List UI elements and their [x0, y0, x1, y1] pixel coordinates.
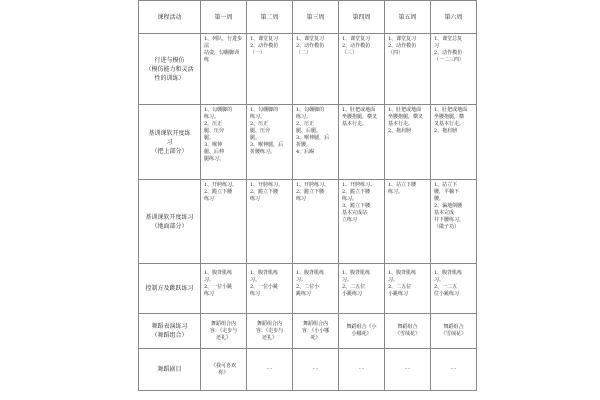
- cell-line: 1、课堂复习: [342, 36, 371, 42]
- cell-line: 2、动作模仿: [296, 43, 325, 49]
- cell-line: （一）: [250, 50, 266, 56]
- cell-line: 2、拖肩膀: [388, 128, 412, 134]
- cell-line: （二）: [296, 50, 312, 56]
- cell-line: 2、二位小: [296, 284, 320, 290]
- schedule-cell: [293, 180, 339, 264]
- header-cell: 第五周: [385, 1, 431, 34]
- cell-line: 习。: [296, 277, 307, 283]
- cell-line: 小跳练习: [342, 291, 363, 297]
- schedule-cell: [385, 349, 431, 391]
- row-title-line: （舞蹈组合）: [151, 332, 188, 339]
- schedule-cell: [339, 314, 385, 349]
- cell-line: 1、腹背肌练: [388, 270, 417, 276]
- cell-line: 1、站立下腰: [388, 182, 417, 188]
- schedule-cell: [385, 180, 431, 264]
- cell-line: 1、开胯练习。: [204, 182, 238, 188]
- cell-line: 还礼》: [215, 334, 231, 341]
- schedule-cell: [247, 180, 293, 264]
- cell-line: 练习: [250, 196, 261, 202]
- cell-line: 1、腹背肌练: [250, 270, 279, 276]
- schedule-cell: [293, 34, 339, 105]
- cell-line: 练习。: [204, 114, 220, 120]
- cell-line: 你》: [218, 369, 229, 376]
- row-title-line: 习: [166, 138, 173, 146]
- schedule-cell: [201, 34, 247, 105]
- cell-line: 2、动作模仿: [434, 50, 463, 56]
- row-title-line: 性的训练）: [154, 74, 185, 82]
- table-row: [139, 34, 477, 105]
- cell-line: 1、开胯练习。: [250, 182, 284, 188]
- header-cell: 第四周: [339, 1, 385, 34]
- cell-line: 2、一位小跳: [204, 284, 233, 290]
- schedule-cell: [339, 264, 385, 314]
- cell-line: 习。: [250, 277, 261, 283]
- schedule-cell: [385, 264, 431, 314]
- cell-line: 1、课堂总复: [434, 36, 463, 42]
- row-title-cell: [139, 349, 201, 391]
- header-cell: 第二周: [247, 1, 293, 34]
- cell-line: 练习: [250, 291, 261, 297]
- cell-line: 《雪绒花》: [440, 331, 466, 337]
- cell-line: 1、勾绷脚的: [204, 107, 233, 113]
- cell-line: 叉基本行走。: [434, 121, 465, 127]
- cell-line: 2、拖肩膀: [434, 128, 458, 134]
- cell-line: 习。: [434, 277, 445, 283]
- cell-line: 2、一位小跳: [250, 284, 279, 290]
- cell-line: 1、课堂复习: [388, 36, 417, 42]
- schedule-table: [138, 0, 477, 391]
- cell-line: 腿。: [204, 135, 215, 141]
- cell-line: 3、喉伸: [204, 142, 223, 148]
- cell-line: 腿。: [250, 135, 261, 141]
- schedule-cell: [293, 349, 339, 391]
- cell-line: 舞蹈组合《小: [346, 324, 377, 330]
- cell-line: - -: [405, 366, 410, 372]
- cell-line: 坐腰抱腿，横叉: [388, 114, 424, 120]
- cell-line: 习。: [204, 277, 215, 283]
- cell-line: 吒》: [310, 334, 321, 341]
- cell-line: - -: [313, 366, 318, 372]
- schedule-cell: [293, 314, 339, 349]
- schedule-cell: [247, 264, 293, 314]
- cell-line: （三）: [342, 50, 358, 56]
- cell-line: 2、跪立下腰: [342, 189, 371, 195]
- cell-line: 3、跪立下腰: [342, 203, 371, 209]
- course-schedule-sheet: [138, 0, 476, 400]
- row-title-cell: [139, 314, 201, 349]
- cell-line: 2、动作模仿: [388, 43, 417, 49]
- schedule-cell: [201, 105, 247, 180]
- cell-line: 习: [434, 43, 440, 49]
- row-title-line: （把上部分）: [151, 147, 188, 155]
- cell-line: 2、二五位: [388, 284, 412, 290]
- header-cell: 第一周: [201, 1, 247, 34]
- cell-line: 1、勾绷脚的: [250, 107, 279, 113]
- schedule-cell: [247, 105, 293, 180]
- row-title-line: 控制方及跳跃练习: [145, 285, 194, 292]
- cell-line: 站姿，勾绷脚训: [204, 50, 240, 56]
- schedule-cell: [431, 180, 477, 264]
- cell-line: 小跳练习: [388, 291, 409, 297]
- row-title-line: （模仿能力和灵活: [145, 65, 194, 73]
- cell-line: 2、二五位: [342, 284, 366, 290]
- cell-line: 基本完成站: [342, 210, 368, 216]
- cell-line: 基本完成: [434, 210, 455, 216]
- schedule-cell: [385, 34, 431, 105]
- cell-line: 3、喉伸腿，后: [296, 135, 330, 141]
- cell-line: 坐腰抱腿，横: [434, 114, 465, 120]
- cell-line: （四）: [388, 50, 404, 56]
- cell-line: 舞蹈组合内: [302, 320, 328, 327]
- cell-line: 练习。: [388, 189, 404, 195]
- cell-line: 1、课堂复习: [296, 36, 325, 42]
- cell-line: 舞蹈组合内: [256, 320, 282, 327]
- table-row: [139, 264, 477, 314]
- row-title-line: 基训课软开度练习: [145, 213, 194, 221]
- schedule-cell: [431, 314, 477, 349]
- cell-line: 容：《小小哪: [301, 327, 330, 334]
- cell-line: 1、开胯练习。: [342, 182, 376, 188]
- cell-line: 练习: [296, 196, 307, 202]
- cell-line: 2、压正: [250, 121, 269, 127]
- schedule-cell: [201, 180, 247, 264]
- schedule-cell: [385, 314, 431, 349]
- cell-line: 基本行走。: [342, 121, 368, 127]
- cell-line: 1、站立下: [434, 182, 458, 188]
- cell-line: 2、动作模仿: [342, 43, 371, 49]
- schedule-cell: [247, 314, 293, 349]
- row-title-line: 舞蹈表演练习: [151, 323, 188, 330]
- cell-line: 2、跪立下腰: [204, 189, 233, 195]
- schedule-cell: [431, 105, 477, 180]
- cell-line: 1、腹背肌练: [434, 270, 463, 276]
- cell-line: 腿、后腿。: [296, 128, 322, 134]
- cell-line: 位小跳练习: [434, 291, 460, 297]
- cell-line: 立练习: [342, 217, 358, 223]
- cell-line: （一二三四）: [434, 57, 465, 63]
- cell-line: 4、后踢: [296, 149, 315, 155]
- cell-line: 容：《走步与: [209, 327, 238, 334]
- table-header-row: [139, 1, 477, 34]
- schedule-cell: [293, 105, 339, 180]
- cell-line: 1、开胯练习。: [296, 182, 330, 188]
- cell-line: 2、骗地倒腰: [434, 203, 463, 209]
- row-title-line: 舞蹈剧目: [157, 366, 182, 373]
- cell-line: 并下腰练习。: [434, 217, 465, 223]
- cell-line: 腿、压旁: [204, 128, 225, 134]
- cell-line: 1、肚把或地面: [388, 107, 422, 113]
- cell-line: 小哪吒》: [351, 331, 372, 337]
- row-title-line: （地面部分）: [151, 222, 188, 230]
- cell-line: 舞蹈组合内: [210, 320, 236, 327]
- schedule-cell: [201, 264, 247, 314]
- cell-line: 1、列队，行进步: [204, 36, 243, 42]
- cell-line: 1、课堂复习: [250, 36, 279, 42]
- cell-line: 练习。: [250, 114, 266, 120]
- cell-line: - -: [359, 366, 364, 372]
- header-cell: 第三周: [293, 1, 339, 34]
- schedule-cell: [431, 34, 477, 105]
- schedule-cell: [247, 349, 293, 391]
- row-title-cell: [139, 264, 201, 314]
- row-title-cell: [139, 105, 201, 180]
- cell-line: 练习: [204, 196, 215, 202]
- cell-line: 折腰。: [296, 142, 312, 148]
- cell-line: 2、压正: [296, 121, 315, 127]
- schedule-cell: [247, 34, 293, 105]
- cell-line: 2、动作模仿: [250, 43, 279, 49]
- schedule-cell: [385, 105, 431, 180]
- cell-line: 2、跪立下腰: [250, 189, 279, 195]
- cell-line: 练习。: [296, 114, 312, 120]
- cell-line: 1、腹背肌练: [204, 270, 233, 276]
- row-title-cell: [139, 180, 201, 264]
- header-cell: 第六周: [431, 1, 477, 34]
- table-row: [139, 349, 477, 391]
- cell-line: 1、腹背肌练: [296, 270, 325, 276]
- cell-line: 容：《走步与: [255, 327, 284, 334]
- schedule-cell: [293, 264, 339, 314]
- cell-line: 1、肚把或地面: [342, 107, 376, 113]
- cell-line: 习。: [388, 277, 399, 283]
- row-title-cell: [139, 34, 201, 105]
- cell-line: （做子功）: [434, 224, 460, 230]
- cell-line: 舞蹈组合: [443, 324, 464, 330]
- cell-line: 习。: [342, 277, 353, 283]
- schedule-cell: [339, 180, 385, 264]
- header-cell: 课程活动: [139, 1, 201, 34]
- cell-line: 练习: [204, 291, 215, 297]
- cell-line: 2、一二五: [434, 284, 458, 290]
- cell-line: 跳练习: [296, 291, 312, 297]
- row-title-line: 行进与模仿: [154, 56, 185, 64]
- schedule-cell: [431, 349, 477, 391]
- schedule-cell: [339, 105, 385, 180]
- cell-line: 练: [204, 57, 210, 63]
- cell-line: 折腰练习。: [250, 149, 276, 155]
- cell-line: 基本行走。: [388, 121, 414, 127]
- cell-line: 《我可喜欢: [210, 362, 236, 369]
- cell-line: 2、跪立下腰: [296, 189, 325, 195]
- cell-line: 2、压正: [204, 121, 223, 127]
- schedule-cell: [201, 314, 247, 349]
- schedule-cell: [201, 349, 247, 391]
- cell-line: 1、腹背肌练: [342, 270, 371, 276]
- cell-line: 舞蹈组合: [397, 324, 418, 330]
- cell-line: 《雪绒花》: [394, 331, 420, 337]
- cell-line: 还礼》: [261, 334, 277, 341]
- schedule-cell: [431, 264, 477, 314]
- cell-line: 1、肚把或地面: [434, 107, 468, 113]
- cell-line: 腿、后伸: [204, 149, 225, 155]
- cell-line: 练习。: [342, 196, 358, 202]
- table-row: [139, 180, 477, 264]
- cell-line: 3、喉伸腿，后: [250, 142, 284, 148]
- schedule-cell: [339, 349, 385, 391]
- cell-line: 腰。: [434, 196, 445, 202]
- row-title-line: 基训课软开度练: [148, 129, 191, 137]
- table-row: [139, 314, 477, 349]
- table-row: [139, 105, 477, 180]
- cell-line: 腰，平躺下: [434, 189, 460, 195]
- cell-line: - -: [451, 366, 456, 372]
- cell-line: 腿练习。: [204, 156, 225, 162]
- cell-line: 坐腰抱腿，横叉: [342, 114, 378, 120]
- cell-line: 腿、压旁: [250, 128, 271, 134]
- cell-line: - -: [267, 366, 272, 372]
- cell-line: 法: [204, 43, 210, 49]
- schedule-cell: [339, 34, 385, 105]
- cell-line: 1、勾绷脚的: [296, 107, 325, 113]
